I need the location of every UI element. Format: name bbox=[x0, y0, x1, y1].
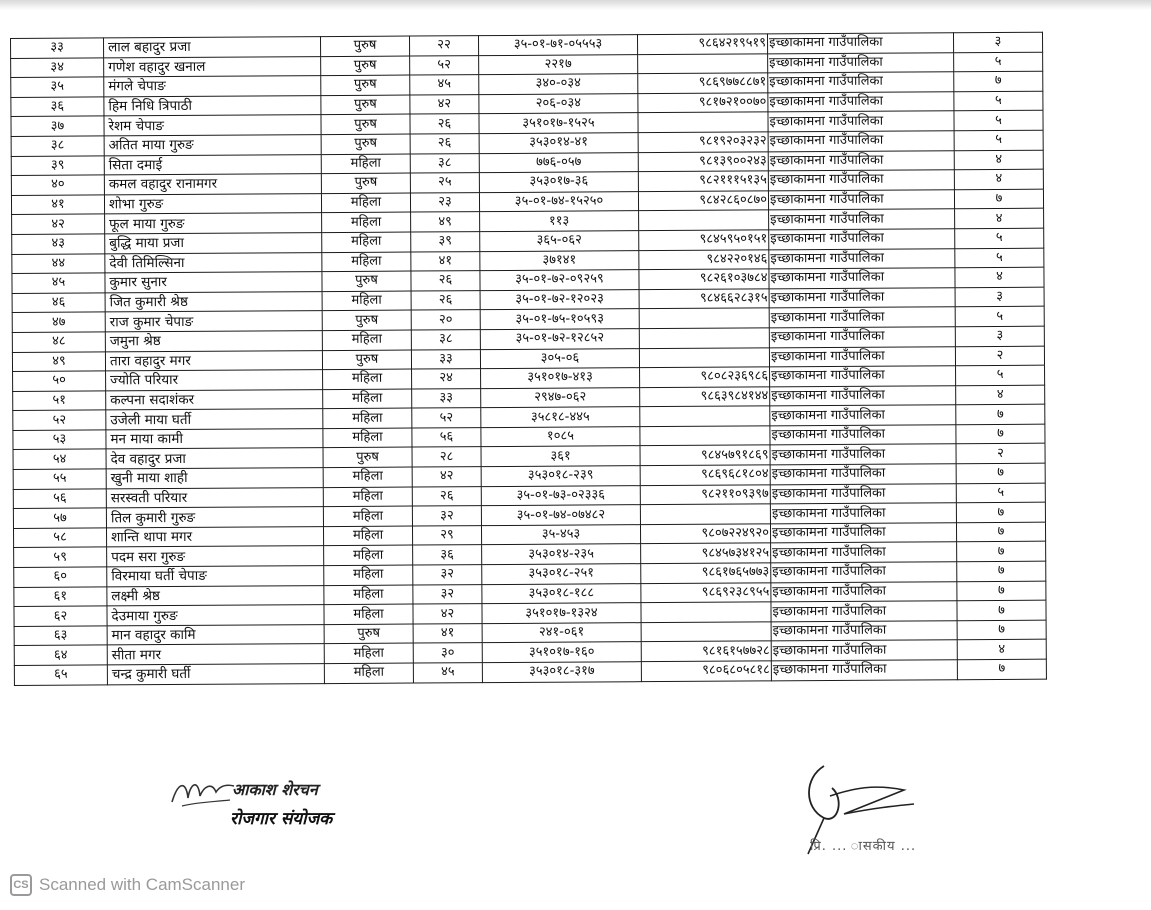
gender-cell: महिला bbox=[323, 369, 412, 389]
serial-number-cell: ६२ bbox=[14, 606, 107, 626]
municipality-cell: इच्छाकामना गाउँपालिका bbox=[770, 366, 956, 387]
ward-number-cell: ७ bbox=[954, 71, 1043, 91]
serial-number-cell: ५० bbox=[13, 371, 106, 391]
age-cell: २८ bbox=[412, 447, 481, 467]
name-cell: देव वहादुर प्रजा bbox=[106, 448, 323, 469]
age-cell: ४५ bbox=[410, 75, 479, 95]
municipality-cell: इच्छाकामना गाउँपालिका bbox=[771, 542, 957, 563]
serial-number-cell: ५३ bbox=[13, 430, 106, 450]
serial-number-cell: ५९ bbox=[14, 547, 107, 567]
gender-cell: पुरुष bbox=[323, 448, 412, 468]
phone-number-cell bbox=[638, 112, 768, 132]
gender-cell: महिला bbox=[322, 330, 411, 350]
ward-number-cell: ७ bbox=[957, 542, 1046, 562]
gender-cell: महिला bbox=[323, 506, 412, 526]
municipality-cell: इच्छाकामना गाउँपालिका bbox=[770, 523, 956, 544]
name-cell: ज्योति परियार bbox=[106, 370, 323, 391]
name-cell: लाल बहादुर प्रजा bbox=[104, 37, 321, 58]
age-cell: ३२ bbox=[412, 506, 481, 526]
citizenship-number-cell: ३५३०१८-२३९ bbox=[481, 466, 640, 487]
name-cell: अतित माया गुरुङ bbox=[104, 135, 321, 156]
age-cell: ४१ bbox=[411, 251, 480, 271]
municipality-cell: इच्छाकामना गाउँपालिका bbox=[770, 483, 956, 504]
citizenship-number-cell: ३५३०१४-४१ bbox=[479, 133, 638, 154]
municipality-cell: इच्छाकामना गाउँपालिका bbox=[768, 170, 954, 191]
citizenship-number-cell: ३५३०१८-२५१ bbox=[482, 564, 641, 585]
name-cell: सरस्वती परियार bbox=[106, 487, 323, 508]
serial-number-cell: ६४ bbox=[14, 645, 107, 665]
gender-cell: महिला bbox=[323, 389, 412, 409]
age-cell: ३६ bbox=[413, 545, 482, 565]
citizenship-number-cell: १०८५ bbox=[481, 427, 640, 448]
name-cell: मन माया कामी bbox=[106, 428, 323, 449]
gender-cell: महिला bbox=[321, 193, 410, 213]
phone-number-cell: ९८४२२०१४६ bbox=[639, 249, 769, 269]
municipality-cell: इच्छाकामना गाउँपालिका bbox=[769, 268, 955, 289]
serial-number-cell: ६३ bbox=[14, 626, 107, 646]
serial-number-cell: ४४ bbox=[12, 253, 105, 273]
phone-number-cell: ९८४६६२८३१५ bbox=[639, 289, 769, 309]
name-cell: राज कुमार चेपाङ bbox=[105, 311, 322, 332]
gender-cell: महिला bbox=[323, 428, 412, 448]
ward-number-cell: ४ bbox=[955, 267, 1044, 287]
municipality-cell: इच्छाकामना गाउँपालिका bbox=[770, 425, 956, 446]
gender-cell: महिला bbox=[324, 643, 413, 663]
gender-cell: महिला bbox=[324, 545, 413, 565]
gender-cell: पुरुष bbox=[324, 624, 413, 644]
ward-number-cell: ७ bbox=[957, 659, 1046, 679]
citizenship-number-cell: ३५८१८-४४५ bbox=[481, 407, 640, 428]
phone-number-cell: ९८४५७९१८६९ bbox=[640, 445, 770, 465]
ward-number-cell: ४ bbox=[956, 385, 1045, 405]
phone-number-cell: ९८६९७७८८७१ bbox=[638, 73, 768, 93]
citizenship-number-cell: ३५-०१-७४-१५२५० bbox=[479, 191, 638, 212]
name-cell: खुनी माया शाही bbox=[106, 468, 323, 489]
age-cell: ४२ bbox=[413, 604, 482, 624]
name-cell: बुद्धि माया प्रजा bbox=[105, 233, 322, 254]
name-cell: चन्द्र कुमारी घर्ती bbox=[107, 664, 324, 685]
age-cell: ३८ bbox=[410, 153, 479, 173]
municipality-cell: इच्छाकामना गाउँपालिका bbox=[771, 601, 957, 622]
phone-number-cell bbox=[640, 426, 770, 446]
gender-cell: महिला bbox=[322, 291, 411, 311]
citizenship-number-cell: ३५१०१७-४१३ bbox=[481, 368, 640, 389]
phone-number-cell: ९८६३९८४१४४ bbox=[640, 387, 770, 407]
name-cell: विरमाया घर्ती चेपाङ bbox=[107, 566, 324, 587]
ward-number-cell: ४ bbox=[954, 169, 1043, 189]
coordinator-role: रोजगार संयोजक bbox=[230, 809, 333, 829]
name-cell: तारा वहादुर मगर bbox=[105, 350, 322, 371]
gender-cell: महिला bbox=[324, 585, 413, 605]
phone-number-cell bbox=[640, 406, 770, 426]
citizenship-number-cell: ३५-०१-७३-०२३३६ bbox=[481, 485, 640, 506]
serial-number-cell: ३८ bbox=[11, 136, 104, 156]
municipality-cell: इच्छाकामना गाउँपालिका bbox=[768, 189, 954, 210]
gender-cell: पुरुष bbox=[322, 310, 411, 330]
citizenship-number-cell: ३४०-०३४ bbox=[479, 74, 638, 95]
beneficiary-list-sheet bbox=[10, 32, 1006, 686]
serial-number-cell: ४९ bbox=[12, 351, 105, 371]
phone-number-cell bbox=[641, 622, 771, 642]
phone-number-cell bbox=[638, 53, 768, 73]
municipality-cell: इच्छाकामना गाउँपालिका bbox=[769, 209, 955, 230]
municipality-cell: इच्छाकामना गाउँपालिका bbox=[768, 131, 954, 152]
municipality-cell: इच्छाकामना गाउँपालिका bbox=[771, 621, 957, 642]
citizenship-number-cell: २९४७-०६२ bbox=[481, 387, 640, 408]
phone-number-cell: ९८६१७६५७७३ bbox=[641, 563, 771, 583]
serial-number-cell: ३६ bbox=[11, 97, 104, 117]
ward-number-cell: ७ bbox=[956, 463, 1045, 483]
ward-number-cell: ३ bbox=[955, 287, 1044, 307]
citizenship-number-cell: ३५-४५३ bbox=[481, 525, 640, 546]
age-cell: ४१ bbox=[413, 623, 482, 643]
name-cell: देवी तिमिल्सिना bbox=[105, 252, 322, 273]
gender-cell: महिला bbox=[323, 487, 412, 507]
ward-number-cell: ७ bbox=[956, 502, 1045, 522]
phone-number-cell: ९८०६८०५८१८ bbox=[641, 661, 771, 681]
age-cell: ४५ bbox=[413, 663, 482, 683]
ward-number-cell: ५ bbox=[955, 307, 1044, 327]
phone-number-cell: ९८६९२३८९५५ bbox=[641, 582, 771, 602]
phone-number-cell: ९८४५७३४१२५ bbox=[641, 543, 771, 563]
serial-number-cell: ४७ bbox=[12, 312, 105, 332]
municipality-cell: इच्छाकामना गाउँपालिका bbox=[771, 640, 957, 661]
phone-number-cell: ९८४२८६०८७० bbox=[638, 191, 768, 211]
phone-number-cell bbox=[639, 210, 769, 230]
ward-number-cell: २ bbox=[955, 346, 1044, 366]
age-cell: २६ bbox=[412, 486, 481, 506]
municipality-cell: इच्छाकामना गाउँपालिका bbox=[771, 581, 957, 602]
gender-cell: महिला bbox=[321, 154, 410, 174]
age-cell: ५६ bbox=[412, 428, 481, 448]
gender-cell: महिला bbox=[324, 604, 413, 624]
age-cell: २५ bbox=[410, 173, 479, 193]
ward-number-cell: २ bbox=[956, 444, 1045, 464]
name-cell: मंगले चेपाङ bbox=[104, 76, 321, 97]
ward-number-cell: ५ bbox=[954, 111, 1043, 131]
ward-number-cell: ५ bbox=[955, 248, 1044, 268]
serial-number-cell: ५७ bbox=[13, 508, 106, 528]
gender-cell: महिला bbox=[323, 408, 412, 428]
ward-number-cell: ५ bbox=[956, 365, 1045, 385]
gender-cell: महिला bbox=[322, 252, 411, 272]
name-cell: देउमाया गुरुङ bbox=[107, 605, 324, 626]
age-cell: २४ bbox=[412, 369, 481, 389]
gender-cell: पुरुष bbox=[320, 36, 409, 56]
age-cell: ३२ bbox=[413, 584, 482, 604]
ward-number-cell: ७ bbox=[954, 189, 1043, 209]
ward-number-cell: ५ bbox=[956, 483, 1045, 503]
municipality-cell: इच्छाकामना गाउँपालिका bbox=[770, 464, 956, 485]
name-cell: हिम निधि त्रिपाठी bbox=[104, 95, 321, 116]
citizenship-number-cell: ३०५-०६ bbox=[480, 348, 639, 369]
beneficiary-table-body bbox=[11, 32, 1047, 685]
name-cell: लक्ष्मी श्रेष्ठ bbox=[107, 585, 324, 606]
name-cell: कुमार सुनार bbox=[105, 272, 322, 293]
municipality-cell: इच्छाकामना गाउँपालिका bbox=[768, 52, 954, 73]
serial-number-cell: ५६ bbox=[13, 489, 106, 509]
serial-number-cell: ३९ bbox=[11, 155, 104, 175]
name-cell: शोभा गुरुङ bbox=[104, 193, 321, 214]
name-cell: गणेश वहादुर खनाल bbox=[104, 56, 321, 77]
phone-number-cell bbox=[639, 328, 769, 348]
name-cell: शान्ति थापा मगर bbox=[106, 526, 323, 547]
name-cell: जित कुमारी श्रेष्ठ bbox=[105, 291, 322, 312]
gender-cell: पुरुष bbox=[321, 173, 410, 193]
age-cell: २२ bbox=[409, 36, 478, 56]
serial-number-cell: ५१ bbox=[13, 391, 106, 411]
municipality-cell: इच्छाकामना गाउँपालिका bbox=[768, 111, 954, 132]
age-cell: २६ bbox=[410, 114, 479, 134]
ward-number-cell: ७ bbox=[957, 581, 1046, 601]
ward-number-cell: ३ bbox=[953, 32, 1042, 52]
phone-number-cell: ९८१७२१००७० bbox=[638, 93, 768, 113]
age-cell: २६ bbox=[410, 134, 479, 154]
ward-number-cell: ७ bbox=[956, 522, 1045, 542]
age-cell: ३० bbox=[413, 643, 482, 663]
municipality-cell: इच्छाकामना गाउँपालिका bbox=[769, 346, 955, 367]
ward-number-cell: ७ bbox=[957, 600, 1046, 620]
serial-number-cell: ४२ bbox=[12, 214, 105, 234]
gender-cell: पुरुष bbox=[322, 271, 411, 291]
gender-cell: पुरुष bbox=[321, 95, 410, 115]
camscanner-text: Scanned with CamScanner bbox=[39, 875, 246, 894]
ward-number-cell: ७ bbox=[956, 404, 1045, 424]
ward-number-cell: ३ bbox=[955, 326, 1044, 346]
age-cell: ४२ bbox=[412, 467, 481, 487]
phone-number-cell bbox=[639, 347, 769, 367]
citizenship-number-cell: ३५१०१७-१३२४ bbox=[482, 603, 641, 624]
officer-signature bbox=[784, 758, 1004, 868]
phone-number-cell bbox=[640, 504, 770, 524]
officer-office-text: प्रि. ... ासकीय ... bbox=[810, 839, 917, 854]
phone-number-cell: ९८१९२०३२३२ bbox=[638, 132, 768, 152]
age-cell: २९ bbox=[412, 525, 481, 545]
camscanner-logo: CS bbox=[10, 874, 32, 896]
gender-cell: पुरुष bbox=[321, 56, 410, 76]
gender-cell: महिला bbox=[322, 212, 411, 232]
gender-cell: महिला bbox=[324, 663, 413, 683]
serial-number-cell: ४१ bbox=[11, 195, 104, 215]
age-cell: २० bbox=[411, 310, 480, 330]
municipality-cell: इच्छाकामना गाउँपालिका bbox=[770, 405, 956, 426]
serial-number-cell: ५२ bbox=[13, 410, 106, 430]
ward-number-cell: ५ bbox=[954, 91, 1043, 111]
name-cell: सिता दमाई bbox=[104, 154, 321, 175]
citizenship-number-cell: २४१-०६१ bbox=[482, 622, 641, 643]
age-cell: ५२ bbox=[410, 55, 479, 75]
phone-number-cell bbox=[641, 602, 771, 622]
ward-number-cell: ४ bbox=[957, 640, 1046, 660]
municipality-cell: इच्छाकामना गाउँपालिका bbox=[768, 92, 954, 113]
serial-number-cell: ५८ bbox=[13, 528, 106, 548]
age-cell: ३३ bbox=[412, 388, 481, 408]
name-cell: फूल माया गुरुङ bbox=[105, 213, 322, 234]
gender-cell: पुरुष bbox=[322, 350, 411, 370]
municipality-cell: इच्छाकामना गाउँपालिका bbox=[771, 660, 957, 681]
municipality-cell: इच्छाकामना गाउँपालिका bbox=[770, 503, 956, 524]
gender-cell: पुरुष bbox=[321, 114, 410, 134]
name-cell: उजेली माया घर्ती bbox=[106, 409, 323, 430]
phone-number-cell bbox=[639, 308, 769, 328]
age-cell: २६ bbox=[411, 271, 480, 291]
citizenship-number-cell: ३५-०१-७५-१०५९३ bbox=[480, 309, 639, 330]
citizenship-number-cell: ३५-०१-७२-०९२५९ bbox=[480, 270, 639, 291]
municipality-cell: इच्छाकामना गाउँपालिका bbox=[768, 72, 954, 93]
name-cell: जमुना श्रेष्ठ bbox=[105, 331, 322, 352]
phone-number-cell: ९८०८२३६९८६ bbox=[640, 367, 770, 387]
phone-number-cell: ९८२१११५१३५ bbox=[638, 171, 768, 191]
name-cell: तिल कुमारी गुरुङ bbox=[106, 507, 323, 528]
citizenship-number-cell: ३५१०१७-१५२५ bbox=[479, 113, 638, 134]
age-cell: ३२ bbox=[413, 565, 482, 585]
municipality-cell: इच्छाकामना गाउँपालिका bbox=[770, 444, 956, 465]
name-cell: कल्पना सदाशंकर bbox=[106, 389, 323, 410]
serial-number-cell: ३३ bbox=[11, 38, 104, 58]
serial-number-cell: ५४ bbox=[13, 449, 106, 469]
citizenship-number-cell: २२१७ bbox=[479, 54, 638, 75]
name-cell: मान वहादुर कामि bbox=[107, 624, 324, 645]
gender-cell: महिला bbox=[324, 565, 413, 585]
phone-number-cell: ९८१६१५७७२८ bbox=[641, 641, 771, 661]
ward-number-cell: ५ bbox=[954, 130, 1043, 150]
citizenship-number-cell: ३५३०१४-२३५ bbox=[482, 544, 641, 565]
age-cell: ४२ bbox=[410, 94, 479, 114]
citizenship-number-cell: ३५-०१-७२-१२०२३ bbox=[480, 289, 639, 310]
gender-cell: महिला bbox=[323, 467, 412, 487]
handwritten-signature-left bbox=[168, 772, 238, 812]
name-cell: कमल वहादुर रानामगर bbox=[104, 174, 321, 195]
serial-number-cell: ३५ bbox=[11, 77, 104, 97]
citizenship-number-cell: ३५३०१८-१८८ bbox=[482, 583, 641, 604]
serial-number-cell: ५५ bbox=[13, 469, 106, 489]
gender-cell: महिला bbox=[323, 526, 412, 546]
ward-number-cell: ७ bbox=[957, 620, 1046, 640]
serial-number-cell: ४३ bbox=[12, 234, 105, 254]
serial-number-cell: ६० bbox=[14, 567, 107, 587]
citizenship-number-cell: ३५३०१७-३६ bbox=[479, 172, 638, 193]
gender-cell: महिला bbox=[322, 232, 411, 252]
serial-number-cell: ६१ bbox=[14, 587, 107, 607]
municipality-cell: इच्छाकामना गाउँपालिका bbox=[769, 307, 955, 328]
name-cell: पदम सरा गुरुङ bbox=[107, 546, 324, 567]
citizenship-number-cell: ३५-०१-७१-०५५५३ bbox=[478, 35, 637, 56]
ward-number-cell: ४ bbox=[955, 209, 1044, 229]
age-cell: ५२ bbox=[412, 408, 481, 428]
age-cell: ४९ bbox=[411, 212, 480, 232]
age-cell: ३९ bbox=[411, 232, 480, 252]
gender-cell: पुरुष bbox=[321, 75, 410, 95]
coordinator-name: आकाश शेरचन bbox=[232, 780, 318, 799]
serial-number-cell: ४८ bbox=[12, 332, 105, 352]
name-cell: सीता मगर bbox=[107, 644, 324, 665]
ward-number-cell: ७ bbox=[956, 424, 1045, 444]
municipality-cell: इच्छाकामना गाउँपालिका bbox=[768, 150, 954, 171]
ward-number-cell: ५ bbox=[954, 52, 1043, 72]
serial-number-cell: ४५ bbox=[12, 273, 105, 293]
camscanner-watermark bbox=[10, 872, 245, 898]
municipality-cell: इच्छाकामना गाउँपालिका bbox=[769, 327, 955, 348]
municipality-cell: इच्छाकामना गाउँपालिका bbox=[769, 229, 955, 250]
citizenship-number-cell: ३५-०१-७४-०७४८२ bbox=[481, 505, 640, 526]
age-cell: ३३ bbox=[411, 349, 480, 369]
gender-cell: पुरुष bbox=[321, 134, 410, 154]
phone-number-cell: ९८६९६८१८०४ bbox=[640, 465, 770, 485]
age-cell: ३८ bbox=[411, 330, 480, 350]
citizenship-number-cell: ११३ bbox=[480, 211, 639, 232]
name-cell: रेशम चेपाङ bbox=[104, 115, 321, 136]
age-cell: २३ bbox=[410, 192, 479, 212]
employment-coordinator-signature bbox=[168, 768, 388, 838]
citizenship-number-cell: ३५३०१८-३१७ bbox=[482, 662, 641, 683]
beneficiary-table bbox=[10, 32, 1047, 686]
phone-number-cell: ९८४५९५०१५१ bbox=[639, 230, 769, 250]
serial-number-cell: ३७ bbox=[11, 116, 104, 136]
phone-number-cell: ९८२११०९३९७ bbox=[640, 485, 770, 505]
ward-number-cell: ५ bbox=[955, 228, 1044, 248]
serial-number-cell: ४० bbox=[11, 175, 104, 195]
phone-number-cell: ९८६४२१९५१९ bbox=[637, 34, 767, 54]
municipality-cell: इच्छाकामना गाउँपालिका bbox=[769, 248, 955, 269]
citizenship-number-cell: २०६-०३४ bbox=[479, 93, 638, 114]
citizenship-number-cell: ३५१०१७-१६० bbox=[482, 642, 641, 663]
municipality-cell: इच्छाकामना गाउँपालिका bbox=[769, 287, 955, 308]
citizenship-number-cell: ३६५-०६२ bbox=[480, 231, 639, 252]
citizenship-number-cell: ३५-०१-७२-१२८५२ bbox=[480, 329, 639, 350]
serial-number-cell: ६५ bbox=[14, 665, 107, 685]
municipality-cell: इच्छाकामना गाउँपालिका bbox=[770, 385, 956, 406]
serial-number-cell: ४६ bbox=[12, 293, 105, 313]
municipality-cell: इच्छाकामना गाउँपालिका bbox=[767, 33, 953, 54]
scan-top-edge bbox=[0, 0, 1151, 10]
ward-number-cell: ४ bbox=[954, 150, 1043, 170]
municipality-cell: इच्छाकामना गाउँपालिका bbox=[771, 562, 957, 583]
age-cell: २६ bbox=[411, 290, 480, 310]
citizenship-number-cell: ७७६-०५७ bbox=[479, 152, 638, 173]
ward-number-cell: ७ bbox=[957, 561, 1046, 581]
phone-number-cell: ९८१३९००२४३ bbox=[638, 151, 768, 171]
phone-number-cell: ९८२६१०३७८४ bbox=[639, 269, 769, 289]
citizenship-number-cell: ३६१ bbox=[481, 446, 640, 467]
serial-number-cell: ३४ bbox=[11, 58, 104, 78]
citizenship-number-cell: ३७१४१ bbox=[480, 250, 639, 271]
phone-number-cell: ९८०७२२४९२० bbox=[640, 524, 770, 544]
